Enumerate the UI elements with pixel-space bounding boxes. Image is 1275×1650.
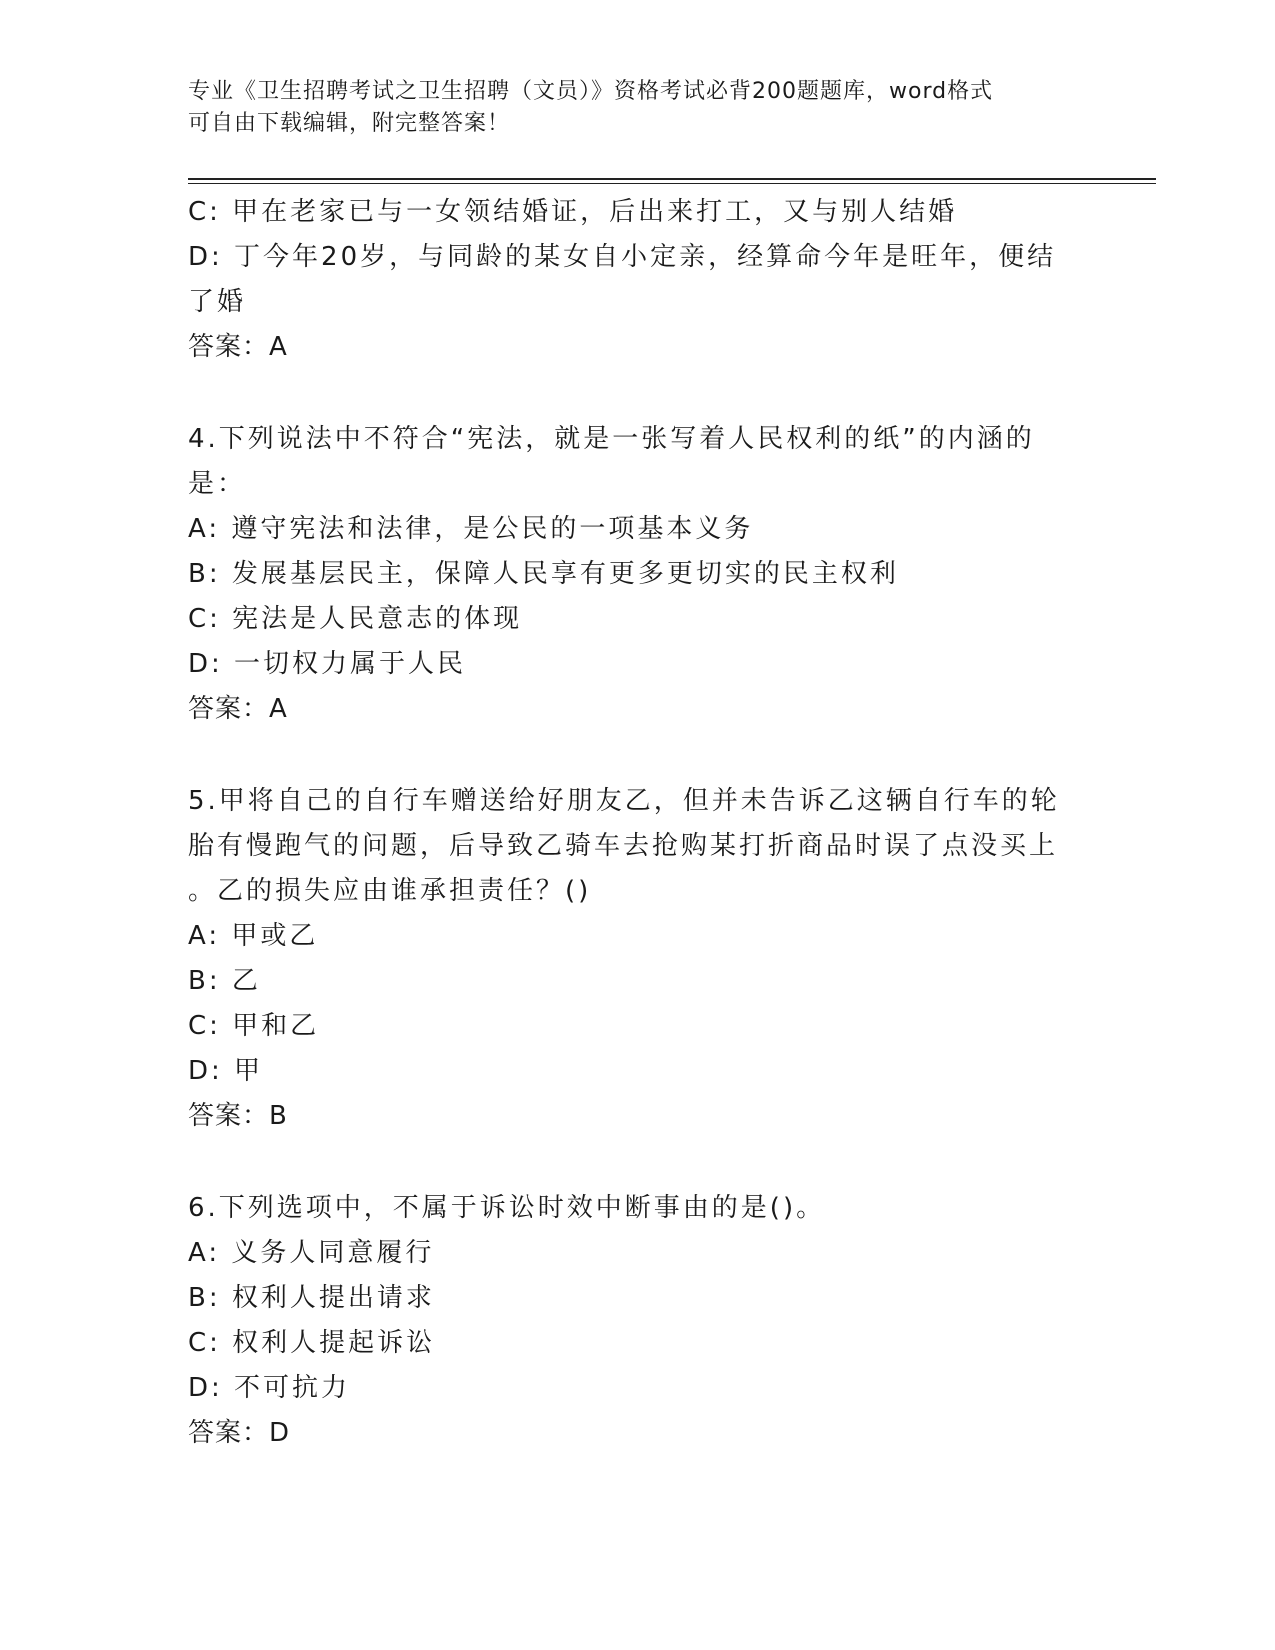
- option-c: C: 甲和乙: [188, 1011, 320, 1041]
- option-d: D: 丁今年20岁，与同龄的某女自小定亲，经算命今年是旺年，便结: [188, 242, 1057, 272]
- question-stem: 是：: [188, 469, 247, 499]
- option-a: A: 义务人同意履行: [188, 1238, 435, 1268]
- option-a: A: 遵守宪法和法律，是公民的一项基本义务: [188, 514, 754, 544]
- question-block-6: [188, 1186, 1068, 1456]
- header-line-2: 可自由下载编辑，附完整答案！: [188, 111, 511, 136]
- option-b: B: 乙: [188, 966, 261, 996]
- option-d: D: 一切权力属于人民: [188, 649, 467, 679]
- page-header: [188, 76, 1088, 140]
- option-d: D: 不可抗力: [188, 1373, 351, 1403]
- question-stem: 胎有慢跑气的问题，后导致乙骑车去抢购某打折商品时误了点没买上: [188, 831, 1059, 861]
- answer: 答案：A: [188, 694, 288, 724]
- question-block-continued: [188, 190, 1068, 370]
- header-line-1: 专业《卫生招聘考试之卫生招聘（文员）》资格考试必背200题题库，word格式: [188, 79, 994, 104]
- option-a: A: 甲或乙: [188, 921, 319, 951]
- question-block-4: [188, 417, 1068, 732]
- question-stem: 6.下列选项中，不属于诉讼时效中断事由的是()。: [188, 1193, 826, 1223]
- option-c: C: 宪法是人民意志的体现: [188, 604, 523, 634]
- question-stem: 4.下列说法中不符合“宪法，就是一张写着人民权利的纸”的内涵的: [188, 424, 1035, 454]
- answer: 答案：A: [188, 332, 288, 362]
- option-b: B: 权利人提出请求: [188, 1283, 435, 1313]
- option-c: C: 权利人提起诉讼: [188, 1328, 436, 1358]
- question-stem: 5.甲将自己的自行车赠送给好朋友乙，但并未告诉乙这辆自行车的轮: [188, 786, 1060, 816]
- answer: 答案：B: [188, 1101, 288, 1131]
- question-stem: 。乙的损失应由谁承担责任？(): [188, 876, 592, 906]
- header-divider: [188, 178, 1156, 184]
- answer: 答案：D: [188, 1418, 291, 1448]
- option-c: C: 甲在老家已与一女领结婚证，后出来打工，又与别人结婚: [188, 197, 958, 227]
- option-b: B: 发展基层民主，保障人民享有更多更切实的民主权利: [188, 559, 899, 589]
- option-d: D: 甲: [188, 1056, 264, 1086]
- option-d-continued: 了婚: [188, 287, 247, 317]
- document-body: [188, 190, 1068, 1456]
- question-block-5: [188, 779, 1068, 1139]
